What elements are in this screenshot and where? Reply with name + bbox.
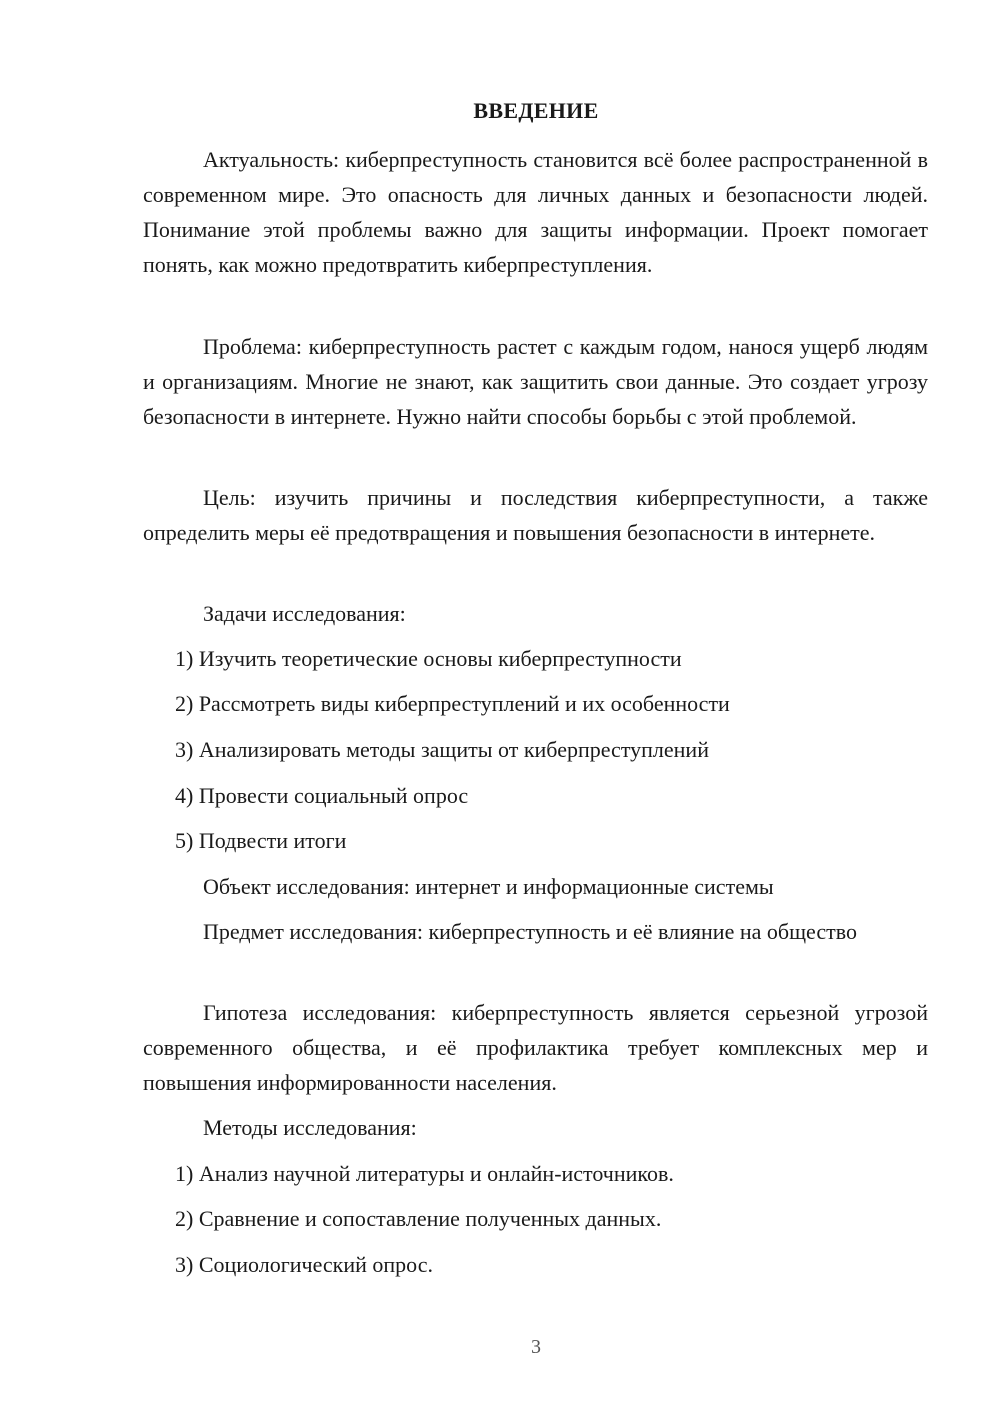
method-item: 1) Анализ научной литературы и онлайн-источников. [175,1161,674,1186]
task-item: 3) Анализировать методы защиты от киберпреступлений [175,737,709,762]
relevance-paragraph: Актуальность: киберпреступность становится всё более распространенной в современном мире. Это опасность для личных данных и безопасности людей. Понимание этой проблемы важно для защиты информации. Проект помогает понять, как можно предотвратить киберпреступления. [143,147,928,277]
goal-paragraph: Цель: изучить причины и последствия киберпреступности, а также определить меры её предотвращения и повышения безопасности в интернете. [143,485,928,545]
task-item: 5) Подвести итоги [175,828,347,853]
page-number: 3 [531,1336,541,1358]
task-item: 1) Изучить теоретические основы киберпреступности [175,646,682,671]
method-item: 3) Социологический опрос. [175,1252,433,1277]
page-title: ВВЕДЕНИЕ [473,98,599,123]
research-object: Объект исследования: интернет и информационные системы [203,874,774,899]
methods-heading: Методы исследования: [203,1115,417,1140]
task-item: 2) Рассмотреть виды киберпреступлений и их особенности [175,691,730,716]
problem-paragraph: Проблема: киберпреступность растет с каждым годом, нанося ущерб людям и организациям. Многие не знают, как защитить свои данные. Это создает угрозу безопасности в интернете. Нужно найти способы борьбы с этой проблемой. [143,334,928,429]
hypothesis-paragraph: Гипотеза исследования: киберпреступность является серьезной угрозой современного общества, и её профилактика требует комплексных мер и повышения информированности населения. [143,1000,928,1095]
tasks-heading: Задачи исследования: [203,601,406,626]
method-item: 2) Сравнение и сопоставление полученных данных. [175,1206,662,1231]
task-item: 4) Провести социальный опрос [175,783,469,808]
research-subject: Предмет исследования: киберпреступность и её влияние на общество [203,919,857,944]
